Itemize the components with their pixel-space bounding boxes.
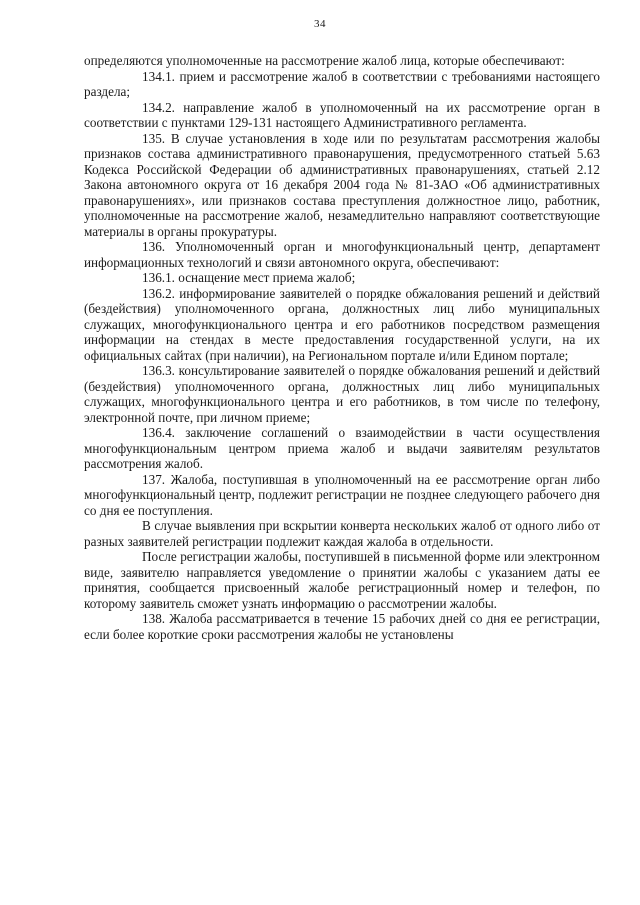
- paragraph: определяются уполномоченные на рассмотрение жалоб лица, которые обеспечивают:: [84, 53, 565, 68]
- paragraph: 134.2. направление жалоб в уполномоченный на их рассмотрение орган в соответствии с пунктами 129-131 настоящего Административного регламента.: [84, 99, 600, 130]
- paragraph: 136.2. информирование заявителей о порядке обжалования решений и действий (бездействия) уполномоченного органа, должностных лиц либо муниципальных служащих, многофункционального центра и его работников посредством размещения информации на стендах в месте предоставления государственной услуги, на их официальных сайтах (при наличии), на Региональном портале и/или Едином портале;: [84, 285, 600, 363]
- paragraph: 137. Жалоба, поступившая в уполномоченный на ее рассмотрение орган либо многофункциональный центр, подлежит регистрации не позднее следующего рабочего дня со дня ее поступления.: [84, 471, 600, 518]
- paragraph: 134.1. прием и рассмотрение жалоб в соответствии с требованиями настоящего раздела;: [84, 68, 600, 99]
- paragraph: 135. В случае установления в ходе или по результатам рассмотрения жалобы признаков состава административного правонарушения, предусмотренного статьей 5.63 Кодекса Российской Федерации об административных правонарушениях, статьей 2.12 Закона автономного округа от 16 декабря 2004 года № 81-ЗАО «Об административных правонарушениях», или признаков состава преступления должностное лицо, работник, уполномоченные на рассмотрение жалоб, незамедлительно направляют соответствующие материалы в органы прокуратуры.: [84, 130, 600, 239]
- page-number: 34: [314, 18, 326, 30]
- paragraph: 138. Жалоба рассматривается в течение 15 рабочих дней со дня ее регистрации, если более короткие сроки рассмотрения жалобы не установлены: [84, 611, 600, 642]
- paragraph: 136.1. оснащение мест приема жалоб;: [142, 270, 356, 285]
- paragraph: 136. Уполномоченный орган и многофункциональный центр, департамент информационных технологий и связи автономного округа, обеспечивают:: [84, 239, 600, 270]
- paragraph: 136.3. консультирование заявителей о порядке обжалования решений и действий (бездействия) уполномоченного органа, должностных лиц либо муниципальных служащих, многофункционального центра и его работников, в том числе по телефону, электронной почте, при личном приеме;: [84, 363, 600, 425]
- paragraph: В случае выявления при вскрытии конверта нескольких жалоб от одного либо от разных заявителей регистрации подлежит каждая жалоба в отдельности.: [84, 518, 600, 549]
- document-body: [84, 53, 600, 642]
- paragraph: После регистрации жалобы, поступившей в письменной форме или электронном виде, заявителю направляется уведомление о принятии жалобы с указанием даты ее принятия, сообщается присвоенный жалобе регистрационный номер и телефон, по которому заявитель сможет узнать информацию о рассмотрении жалобы.: [84, 549, 600, 611]
- paragraph: 136.4. заключение соглашений о взаимодействии в части осуществления многофункциональным центром приема жалоб и выдачи заявителям результатов рассмотрения жалоб.: [84, 425, 600, 471]
